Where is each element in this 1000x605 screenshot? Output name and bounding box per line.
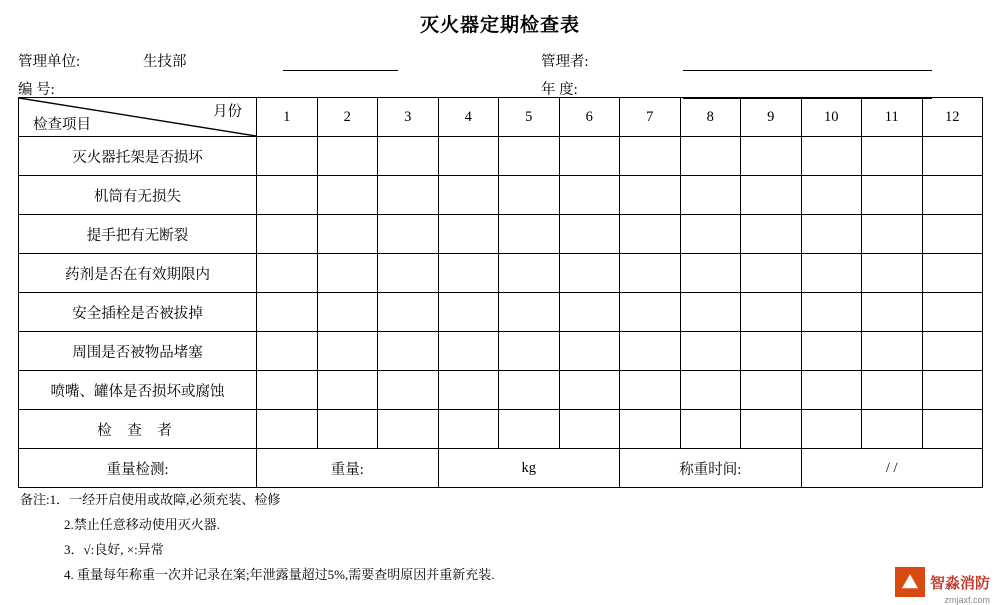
check-item-label-2: 机筒有无损失	[19, 176, 257, 215]
inspector-cell-2[interactable]	[317, 410, 378, 449]
check-cell-r5c12[interactable]	[922, 293, 983, 332]
check-cell-r5c11[interactable]	[862, 293, 923, 332]
check-cell-r1c1[interactable]	[257, 137, 318, 176]
check-cell-r2c10[interactable]	[801, 176, 862, 215]
check-cell-r6c12[interactable]	[922, 332, 983, 371]
table-row	[19, 215, 983, 254]
month-header-2: 2	[317, 98, 378, 137]
check-cell-r2c4[interactable]	[438, 176, 499, 215]
check-cell-r1c8[interactable]	[680, 137, 741, 176]
check-cell-r4c4[interactable]	[438, 254, 499, 293]
table-row	[19, 137, 983, 176]
inspector-cell-6[interactable]	[559, 410, 620, 449]
unit-label: 管理单位:	[18, 54, 81, 70]
note-item-3: 3．√:良好, ×:异常	[64, 542, 164, 557]
manager-underline	[683, 70, 932, 71]
header-fields	[18, 0, 982, 98]
check-cell-r4c8[interactable]	[680, 254, 741, 293]
weight-row	[19, 449, 983, 488]
check-cell-r4c5[interactable]	[499, 254, 560, 293]
check-cell-r3c7[interactable]	[620, 215, 681, 254]
check-cell-r4c2[interactable]	[317, 254, 378, 293]
check-cell-r2c12[interactable]	[922, 176, 983, 215]
table-header-row	[19, 98, 983, 137]
check-cell-r6c6[interactable]	[559, 332, 620, 371]
check-cell-r7c3[interactable]	[378, 371, 439, 410]
check-cell-r7c7[interactable]	[620, 371, 681, 410]
unit-value: 生技部	[143, 54, 187, 70]
inspector-cell-10[interactable]	[801, 410, 862, 449]
manager-label: 管理者:	[541, 54, 589, 70]
check-cell-r2c8[interactable]	[680, 176, 741, 215]
header-row-2	[18, 72, 982, 98]
check-cell-r5c6[interactable]	[559, 293, 620, 332]
inspector-cell-5[interactable]	[499, 410, 560, 449]
check-cell-r3c4[interactable]	[438, 215, 499, 254]
check-cell-r2c5[interactable]	[499, 176, 560, 215]
check-cell-r2c11[interactable]	[862, 176, 923, 215]
check-cell-r6c1[interactable]	[257, 332, 318, 371]
check-cell-r7c1[interactable]	[257, 371, 318, 410]
notes-block	[20, 487, 880, 587]
check-cell-r5c8[interactable]	[680, 293, 741, 332]
check-cell-r6c7[interactable]	[620, 332, 681, 371]
check-cell-r4c6[interactable]	[559, 254, 620, 293]
table-row	[19, 254, 983, 293]
month-header-10: 10	[801, 98, 862, 137]
corner-cell	[19, 98, 257, 137]
note-line-2	[20, 512, 880, 537]
brand-name: 智淼消防	[929, 574, 990, 592]
note-item-2: 2.禁止任意移动使用灭火器.	[64, 517, 221, 532]
inspector-cell-1[interactable]	[257, 410, 318, 449]
month-header-5: 5	[499, 98, 560, 137]
check-cell-r4c9[interactable]	[741, 254, 802, 293]
triangle-shape-icon	[902, 574, 918, 588]
month-header-1: 1	[257, 98, 318, 137]
check-cell-r3c5[interactable]	[499, 215, 560, 254]
table-row	[19, 293, 983, 332]
inspector-cell-4[interactable]	[438, 410, 499, 449]
check-cell-r5c7[interactable]	[620, 293, 681, 332]
month-header-8: 8	[680, 98, 741, 137]
weight-detect-label: 重量检测:	[19, 449, 257, 488]
check-cell-r3c3[interactable]	[378, 215, 439, 254]
month-header-7: 7	[620, 98, 681, 137]
brand-watermark	[895, 567, 990, 597]
note-item-1: 1．一经开启使用或故障,必须充装、检修	[49, 492, 281, 507]
inspector-cell-7[interactable]	[620, 410, 681, 449]
check-cell-r1c9[interactable]	[741, 137, 802, 176]
check-cell-r1c12[interactable]	[922, 137, 983, 176]
month-header-6: 6	[559, 98, 620, 137]
month-header-4: 4	[438, 98, 499, 137]
check-cell-r6c3[interactable]	[378, 332, 439, 371]
check-cell-r2c9[interactable]	[741, 176, 802, 215]
inspection-table	[18, 97, 983, 488]
check-cell-r7c10[interactable]	[801, 371, 862, 410]
check-cell-r1c6[interactable]	[559, 137, 620, 176]
check-cell-r6c5[interactable]	[499, 332, 560, 371]
note-line-3	[20, 537, 880, 562]
inspector-label: 检 查 者	[19, 410, 257, 449]
check-cell-r6c11[interactable]	[862, 332, 923, 371]
brand-site: zmjaxf.com	[944, 595, 990, 605]
check-cell-r1c4[interactable]	[438, 137, 499, 176]
check-cell-r7c4[interactable]	[438, 371, 499, 410]
check-cell-r7c5[interactable]	[499, 371, 560, 410]
check-cell-r7c2[interactable]	[317, 371, 378, 410]
note-line-4	[20, 562, 880, 587]
check-item-label-1: 灭火器托架是否损坏	[19, 137, 257, 176]
weighing-time-label: 称重时间:	[620, 449, 802, 488]
check-cell-r3c8[interactable]	[680, 215, 741, 254]
weight-unit: kg	[438, 449, 620, 488]
check-item-label-6: 周围是否被物品堵塞	[19, 332, 257, 371]
check-cell-r4c7[interactable]	[620, 254, 681, 293]
check-cell-r7c6[interactable]	[559, 371, 620, 410]
check-cell-r4c1[interactable]	[257, 254, 318, 293]
month-header-3: 3	[378, 98, 439, 137]
check-cell-r2c6[interactable]	[559, 176, 620, 215]
check-cell-r7c9[interactable]	[741, 371, 802, 410]
check-cell-r1c7[interactable]	[620, 137, 681, 176]
check-cell-r3c9[interactable]	[741, 215, 802, 254]
check-cell-r1c2[interactable]	[317, 137, 378, 176]
check-cell-r3c1[interactable]	[257, 215, 318, 254]
check-cell-r2c1[interactable]	[257, 176, 318, 215]
inspector-row	[19, 410, 983, 449]
inspector-cell-11[interactable]	[862, 410, 923, 449]
check-cell-r5c3[interactable]	[378, 293, 439, 332]
check-cell-r1c10[interactable]	[801, 137, 862, 176]
check-cell-r3c6[interactable]	[559, 215, 620, 254]
table-row	[19, 176, 983, 215]
month-header-12: 12	[922, 98, 983, 137]
check-cell-r3c2[interactable]	[317, 215, 378, 254]
weighing-time-value[interactable]: / /	[801, 449, 983, 488]
check-item-label-4: 药剂是否在有效期限内	[19, 254, 257, 293]
flame-logo-icon	[895, 567, 925, 597]
corner-category-label: 检查项目	[33, 117, 91, 133]
check-item-label-3: 提手把有无断裂	[19, 215, 257, 254]
corner-month-label: 月份	[213, 104, 242, 120]
check-cell-r5c9[interactable]	[741, 293, 802, 332]
check-cell-r5c5[interactable]	[499, 293, 560, 332]
check-cell-r2c7[interactable]	[620, 176, 681, 215]
inspector-cell-12[interactable]	[922, 410, 983, 449]
check-cell-r1c3[interactable]	[378, 137, 439, 176]
check-cell-r2c3[interactable]	[378, 176, 439, 215]
check-cell-r6c9[interactable]	[741, 332, 802, 371]
number-label: 编 号:	[18, 82, 55, 98]
check-cell-r1c5[interactable]	[499, 137, 560, 176]
inspector-cell-3[interactable]	[378, 410, 439, 449]
check-cell-r4c11[interactable]	[862, 254, 923, 293]
check-cell-r7c11[interactable]	[862, 371, 923, 410]
check-item-label-5: 安全插栓是否被拔掉	[19, 293, 257, 332]
check-cell-r5c10[interactable]	[801, 293, 862, 332]
check-cell-r3c11[interactable]	[862, 215, 923, 254]
inspector-cell-9[interactable]	[741, 410, 802, 449]
check-cell-r6c2[interactable]	[317, 332, 378, 371]
table-row	[19, 332, 983, 371]
check-cell-r1c11[interactable]	[862, 137, 923, 176]
check-cell-r4c12[interactable]	[922, 254, 983, 293]
notes-prefix: 备注:	[20, 492, 50, 507]
month-header-11: 11	[862, 98, 923, 137]
check-cell-r3c12[interactable]	[922, 215, 983, 254]
check-cell-r5c4[interactable]	[438, 293, 499, 332]
check-item-label-7: 喷嘴、罐体是否损坏或腐蚀	[19, 371, 257, 410]
page-title: 灭火器定期检查表	[419, 15, 580, 36]
table-row	[19, 371, 983, 410]
check-cell-r7c12[interactable]	[922, 371, 983, 410]
check-cell-r2c2[interactable]	[317, 176, 378, 215]
check-cell-r4c10[interactable]	[801, 254, 862, 293]
weight-label[interactable]: 重量:	[257, 449, 439, 488]
header-row-1	[18, 46, 982, 72]
check-cell-r3c10[interactable]	[801, 215, 862, 254]
check-cell-r6c4[interactable]	[438, 332, 499, 371]
unit-underline	[283, 70, 398, 71]
month-header-9: 9	[741, 98, 802, 137]
inspector-cell-8[interactable]	[680, 410, 741, 449]
check-cell-r6c10[interactable]	[801, 332, 862, 371]
check-cell-r6c8[interactable]	[680, 332, 741, 371]
check-cell-r4c3[interactable]	[378, 254, 439, 293]
check-cell-r7c8[interactable]	[680, 371, 741, 410]
check-cell-r5c2[interactable]	[317, 293, 378, 332]
note-item-4: 4. 重量每年称重一次并记录在案;年泄露量超过5%,需要查明原因并重新充装.	[64, 567, 495, 582]
note-line-1	[20, 487, 880, 512]
check-cell-r5c1[interactable]	[257, 293, 318, 332]
year-label: 年 度:	[541, 82, 578, 98]
